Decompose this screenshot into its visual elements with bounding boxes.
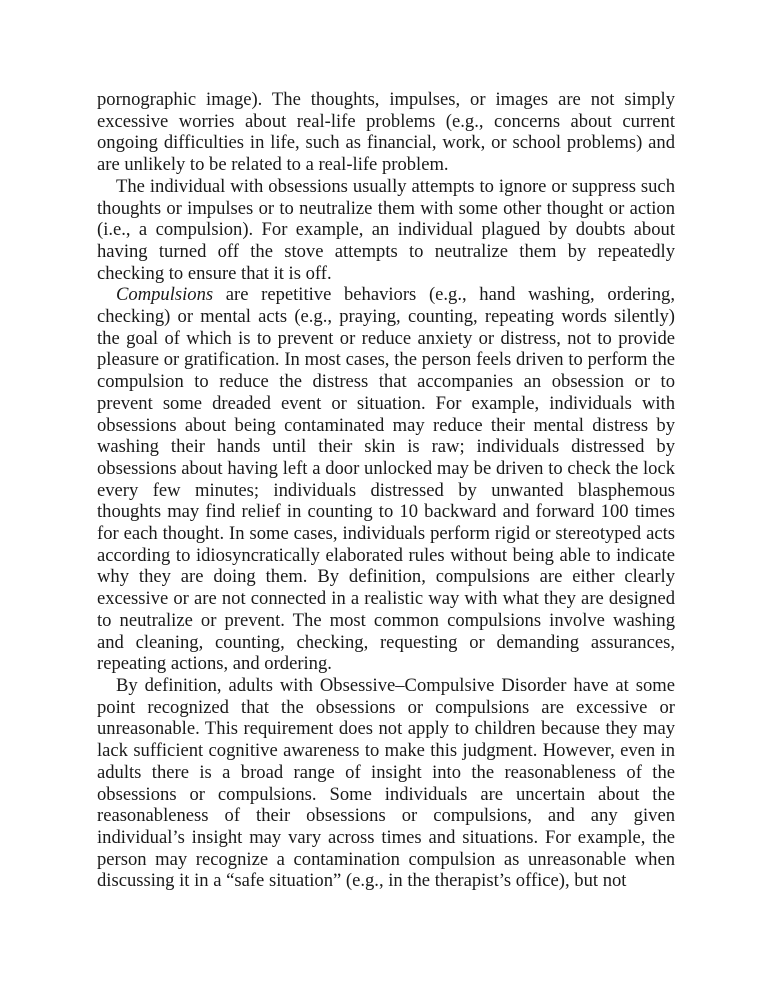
paragraph-text: The individual with obsessions usually attempts to ignore or suppress such thoughts or impulses or to neutralize them with some other thought or action (i.e., a compulsion). For example, an individual plagued by doubts about having turned off the stove attempts to neutralize them by repeatedly checking to ensure that it is off. xyxy=(97,175,675,284)
term-compulsions: Compulsions xyxy=(116,284,214,306)
paragraph-insight xyxy=(97,675,675,892)
paragraph-neutralization xyxy=(97,176,675,285)
paragraph-text: By definition, adults with Obsessive–Compulsive Disorder have at some point recognized that the obsessions or compulsions are excessive or unreasonable. This requirement does not apply to children because they may lack sufficient cognitive awareness to make this judgment. However, even in adults there is a broad range of insight into the reasonableness of the obsessions or compulsions. Some individuals are uncertain about the reasonableness of their obsessions or compulsions, and any given individual’s insight may vary across times and situations. For example, the person may recognize a contamination compulsion as unreasonable when discussing it in a “safe situation” (e.g., in the therapist’s office), but not xyxy=(97,674,675,892)
paragraph-text: pornographic image). The thoughts, impulses, or images are not simply excessive worries about real-life problems (e.g., concerns about current ongoing difficulties in life, such as financial, work, or school problems) and are unlikely to be related to a real-life problem. xyxy=(97,89,675,176)
document-page xyxy=(97,89,675,892)
paragraph-text: are repetitive behaviors (e.g., hand washing, ordering, checking) or mental acts (e.g., praying, counting, repeating words silently) the goal of which is to prevent or reduce anxiety or distress, not to provide pleasure or gratification. In most cases, the person feels driven to perform the compulsion to reduce the distress that accompanies an obsession or to prevent some dreaded event or situation. For example, individuals with obsessions about being contaminated may reduce their mental distress by washing their hands until their skin is raw; individuals distressed by obsessions about having left a door unlocked may be driven to check the lock every few minutes; individuals distressed by unwanted blasphemous thoughts may find relief in counting to 10 backward and forward 100 times for each thought. In some cases, individuals perform rigid or stereotyped acts according to idiosyncratically elaborated rules without being able to indicate why they are doing them. By definition, compulsions are either clearly excessive or are not connected in a realistic way with what they are designed to neutralize or prevent. The most common compulsions involve washing and cleaning, counting, checking, requesting or demanding assurances, repeating actions, and ordering. xyxy=(97,284,675,675)
paragraph-compulsions xyxy=(97,284,675,675)
paragraph-continuation xyxy=(97,89,675,176)
